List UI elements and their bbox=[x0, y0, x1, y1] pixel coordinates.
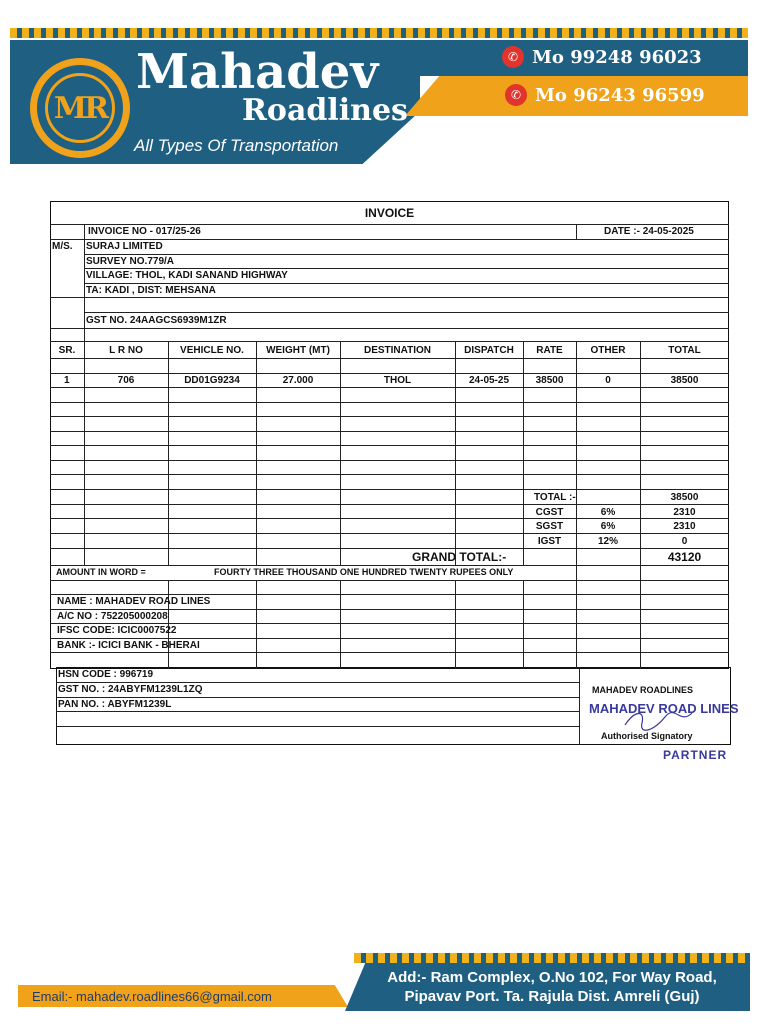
hsn-code: HSN CODE : 996719 bbox=[58, 669, 154, 680]
phone-number-2: Mo 96243 96599 bbox=[535, 84, 705, 106]
table-row-destination: THOL bbox=[383, 375, 412, 386]
table-row-rate: 38500 bbox=[535, 375, 564, 386]
amount-in-words-label: AMOUNT IN WORD = bbox=[56, 567, 146, 577]
company-logo bbox=[30, 58, 130, 158]
col-header-other: OTHER bbox=[590, 345, 626, 356]
table-row-lr-no: 706 bbox=[117, 375, 135, 386]
col-header-sr: SR. bbox=[58, 345, 76, 356]
table-row-weight: 27.000 bbox=[282, 375, 314, 386]
table-row-vehicle-no: DD01G9234 bbox=[184, 375, 240, 386]
tagline: All Types Of Transportation bbox=[134, 136, 339, 155]
customer-gst: GST NO. 24AAGCS6939M1ZR bbox=[86, 315, 227, 326]
footer-address-line-1: Add:- Ram Complex, O.No 102, For Way Road, bbox=[387, 969, 717, 986]
table-row-other: 0 bbox=[605, 375, 611, 386]
cgst-label: CGST bbox=[535, 507, 564, 518]
phone-1 bbox=[502, 46, 702, 68]
customer-taluka: TA: KADI , DIST: MEHSANA bbox=[86, 285, 216, 296]
grand-total-value: 43120 bbox=[667, 550, 702, 564]
invoice-date: DATE :- 24-05-2025 bbox=[604, 226, 694, 237]
phone-number-1: Mo 99248 96023 bbox=[532, 46, 702, 68]
footer-address bbox=[362, 968, 742, 1006]
col-header-vehicle-no: VEHICLE NO. bbox=[180, 345, 244, 356]
header-stripe bbox=[10, 28, 748, 38]
sgst-label: SGST bbox=[535, 521, 564, 532]
total-value: 38500 bbox=[670, 492, 699, 503]
igst-value: 0 bbox=[681, 536, 688, 547]
col-header-weight: WEIGHT (MT) bbox=[266, 345, 330, 356]
bank-ifsc: IFSC CODE: ICIC0007522 bbox=[57, 625, 177, 636]
customer-survey: SURVEY NO.779/A bbox=[86, 256, 175, 267]
bank-account-name: NAME : MAHADEV ROAD LINES bbox=[57, 596, 211, 607]
company-gst: GST NO. : 24ABYFM1239L1ZQ bbox=[58, 684, 203, 695]
table-row-sr: 1 bbox=[64, 375, 70, 386]
col-header-dispatch: DISPATCH bbox=[464, 345, 514, 356]
brand-name: Mahadev bbox=[136, 44, 379, 100]
col-header-rate: RATE bbox=[536, 345, 563, 356]
partner-stamp: PARTNER bbox=[663, 748, 728, 762]
phone-icon: ✆ bbox=[502, 46, 524, 68]
ms-label: M/S. bbox=[52, 241, 73, 252]
logo-monogram: MR bbox=[45, 73, 115, 143]
company-stamp: MAHADEV ROAD LINES bbox=[589, 701, 739, 716]
sgst-value: 2310 bbox=[673, 521, 696, 532]
customer-name: SURAJ LIMITED bbox=[86, 241, 163, 252]
total-label: TOTAL :- bbox=[534, 492, 576, 503]
invoice-title: INVOICE bbox=[364, 206, 415, 220]
phone-icon: ✆ bbox=[505, 84, 527, 106]
brand-subname: Roadlines bbox=[242, 93, 408, 128]
col-header-destination: DESTINATION bbox=[363, 345, 432, 356]
igst-label: IGST bbox=[537, 536, 562, 547]
signatory-company: MAHADEV ROADLINES bbox=[592, 685, 694, 695]
phone-2 bbox=[505, 84, 705, 106]
cgst-rate: 6% bbox=[600, 507, 616, 518]
table-row-dispatch: 24-05-25 bbox=[468, 375, 510, 386]
customer-village: VILLAGE: THOL, KADI SANAND HIGHWAY bbox=[86, 270, 288, 281]
grand-total-label: GRAND TOTAL:- bbox=[412, 550, 507, 564]
bank-name: BANK :- ICICI BANK - BHERAI bbox=[57, 640, 200, 651]
igst-rate: 12% bbox=[597, 536, 618, 547]
sgst-rate: 6% bbox=[600, 521, 616, 532]
amount-in-words: FOURTY THREE THOUSAND ONE HUNDRED TWENTY RUPEES ONLY bbox=[214, 567, 514, 577]
col-header-lr-no: L R NO bbox=[109, 345, 143, 356]
bank-account-number: A/C NO : 752205000208 bbox=[57, 611, 168, 622]
footer-stripe bbox=[354, 953, 750, 963]
col-header-total: TOTAL bbox=[668, 345, 701, 356]
invoice-number: INVOICE NO - 017/25-26 bbox=[88, 226, 201, 237]
footer-email: Email:- mahadev.roadlines66@gmail.com bbox=[32, 989, 272, 1004]
authorised-signatory-label: Authorised Signatory bbox=[601, 731, 693, 741]
header-banner bbox=[10, 40, 748, 166]
company-pan: PAN NO. : ABYFM1239L bbox=[58, 699, 172, 710]
table-row-total: 38500 bbox=[670, 375, 699, 386]
cgst-value: 2310 bbox=[673, 507, 696, 518]
footer-address-line-2: Pipavav Port. Ta. Rajula Dist. Amreli (Guj) bbox=[404, 988, 700, 1005]
